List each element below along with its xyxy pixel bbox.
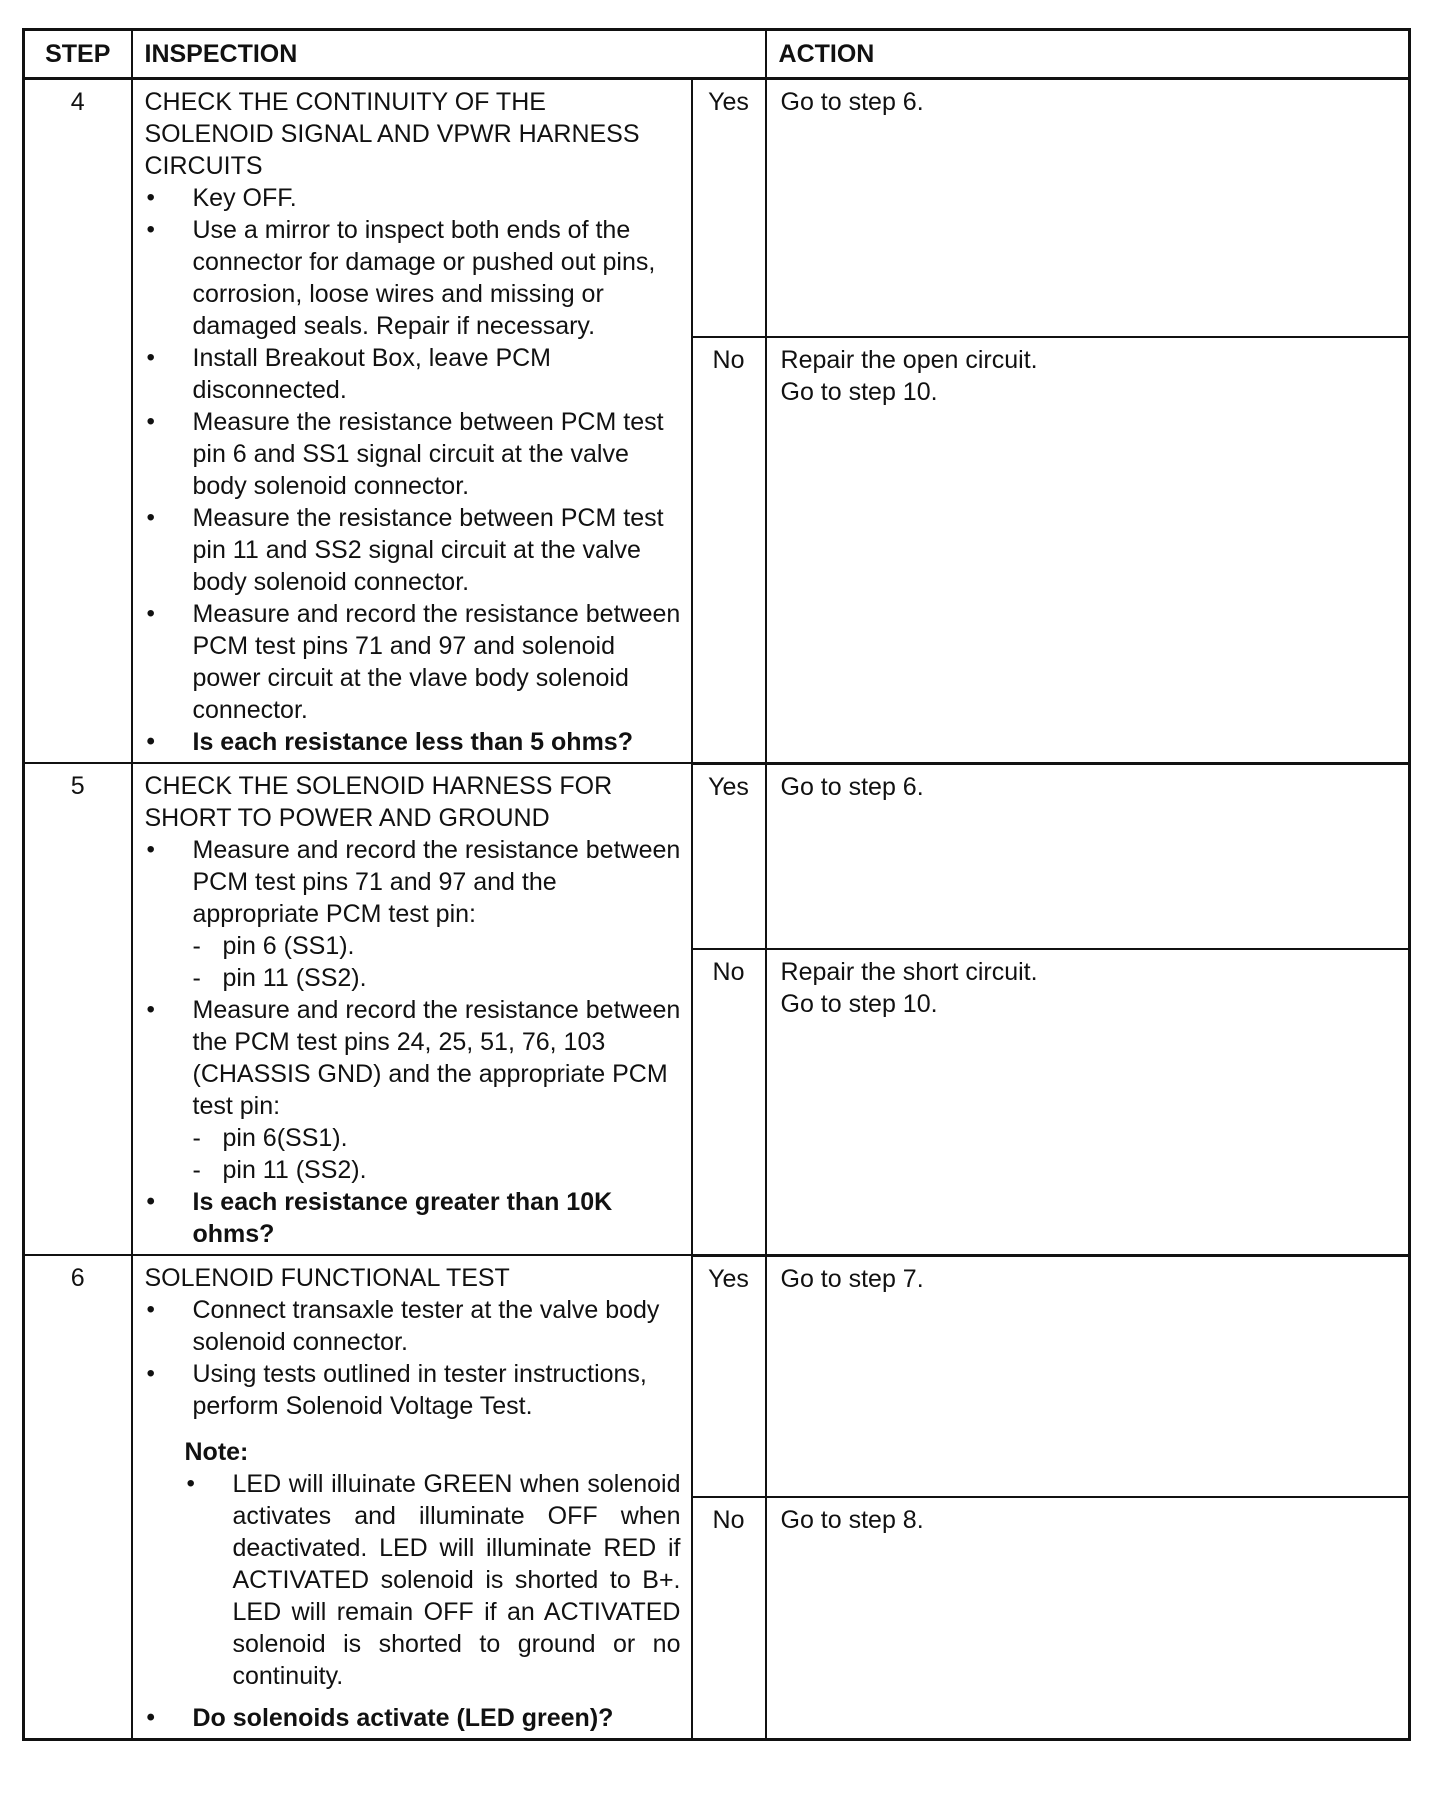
step-4-title: CHECK THE CONTINUITY OF THE SOLENOID SIGNAL AND VPWR HARNESS CIRCUITS — [144, 88, 640, 180]
bullet-item: • Measure and record the resistance between the PCM test pins 24, 25, 51, 76, 103 (CHASSIS GND) and the appropriate PCM test pin: - pin 6(SS1). - pin 11 (SS2). — [145, 994, 681, 1186]
bullet-item: • Using tests outlined in tester instructions, perform Solenoid Voltage Test. — [145, 1358, 681, 1422]
step-column-header: STEP — [24, 30, 132, 79]
sub-item: - pin 6 (SS1). — [192, 932, 355, 960]
step-6-bullets — [145, 1294, 681, 1422]
step-number: 4 — [24, 79, 132, 764]
bullet-item: • Measure the resistance between PCM test pin 6 and SS1 signal circuit at the valve body solenoid connector. — [145, 406, 681, 502]
no-label: No — [692, 337, 766, 763]
diagnostic-table-sheet — [22, 28, 1408, 1741]
bullet-item: • Use a mirror to inspect both ends of the connector for damage or pushed out pins, corrosion, loose wires and missing or damaged seals. Repair if necessary. — [145, 214, 681, 342]
step-5-bullets — [145, 834, 681, 1250]
bullet-item: • Key OFF. — [145, 182, 681, 214]
yes-label: Yes — [692, 763, 766, 949]
action-column-header: ACTION — [766, 30, 1410, 79]
step-4-question: • Is each resistance less than 5 ohms? — [145, 726, 681, 758]
inspection-column-header: INSPECTION — [132, 30, 766, 79]
diagnostic-table — [22, 28, 1411, 1741]
step-4-inspection — [132, 79, 692, 764]
sub-list — [193, 1122, 681, 1186]
bullet-item: • Measure and record the resistance between PCM test pins 71 and 97 and the appropriate PCM test pin: - pin 6 (SS1). - pin 11 (SS2). — [145, 834, 681, 994]
yes-label: Yes — [692, 1255, 766, 1497]
bullet-item: • Measure and record the resistance between PCM test pins 71 and 97 and solenoid power circuit at the vlave body solenoid connector. — [145, 598, 681, 726]
step-4-bullets — [145, 182, 681, 758]
sub-item: - pin 6(SS1). — [192, 1124, 348, 1152]
bullet-item: • Install Breakout Box, leave PCM disconnected. — [145, 342, 681, 406]
step-6-inspection — [132, 1255, 692, 1740]
yes-action: Go to step 6. — [766, 763, 1410, 949]
sub-item: - pin 11 (SS2). — [192, 964, 367, 992]
step-5-title: CHECK THE SOLENOID HARNESS FOR SHORT TO POWER AND GROUND — [144, 772, 613, 832]
step-6-title: SOLENOID FUNCTIONAL TEST — [144, 1264, 510, 1292]
no-label: No — [692, 949, 766, 1255]
yes-label: Yes — [692, 79, 766, 338]
note-label: Note: — [184, 1438, 249, 1466]
note-text: • LED will illuinate GREEN when solenoid activates and illuminate OFF when deactivated. LED will illuminate RED if ACTIVATED solenoid is shorted to B+. LED will remain OFF if an ACTIVATED solenoid is shorted to ground or no continuity. — [185, 1468, 681, 1692]
step-number: 6 — [24, 1255, 132, 1740]
step-5-question: • Is each resistance greater than 10K ohms? — [145, 1186, 681, 1250]
step-5-row — [24, 763, 1410, 949]
bullet-item: • Measure the resistance between PCM test pin 11 and SS2 signal circuit at the valve body solenoid connector. — [145, 502, 681, 598]
step-4-row — [24, 79, 1410, 338]
sub-list — [193, 930, 681, 994]
note-block — [185, 1436, 681, 1692]
header-row — [24, 30, 1410, 79]
no-action: Repair the short circuit. Go to step 10. — [766, 949, 1410, 1255]
step-number: 5 — [24, 763, 132, 1255]
step-5-inspection — [132, 763, 692, 1255]
no-action: Go to step 8. — [766, 1497, 1410, 1739]
sub-item: - pin 11 (SS2). — [192, 1156, 367, 1184]
no-label: No — [692, 1497, 766, 1739]
step-6-row — [24, 1255, 1410, 1497]
bullet-item: • Connect transaxle tester at the valve body solenoid connector. — [145, 1294, 681, 1358]
no-action: Repair the open circuit. Go to step 10. — [766, 337, 1410, 763]
step-6-question: • Do solenoids activate (LED green)? — [145, 1702, 681, 1734]
yes-action: Go to step 6. — [766, 79, 1410, 338]
yes-action: Go to step 7. — [766, 1255, 1410, 1497]
